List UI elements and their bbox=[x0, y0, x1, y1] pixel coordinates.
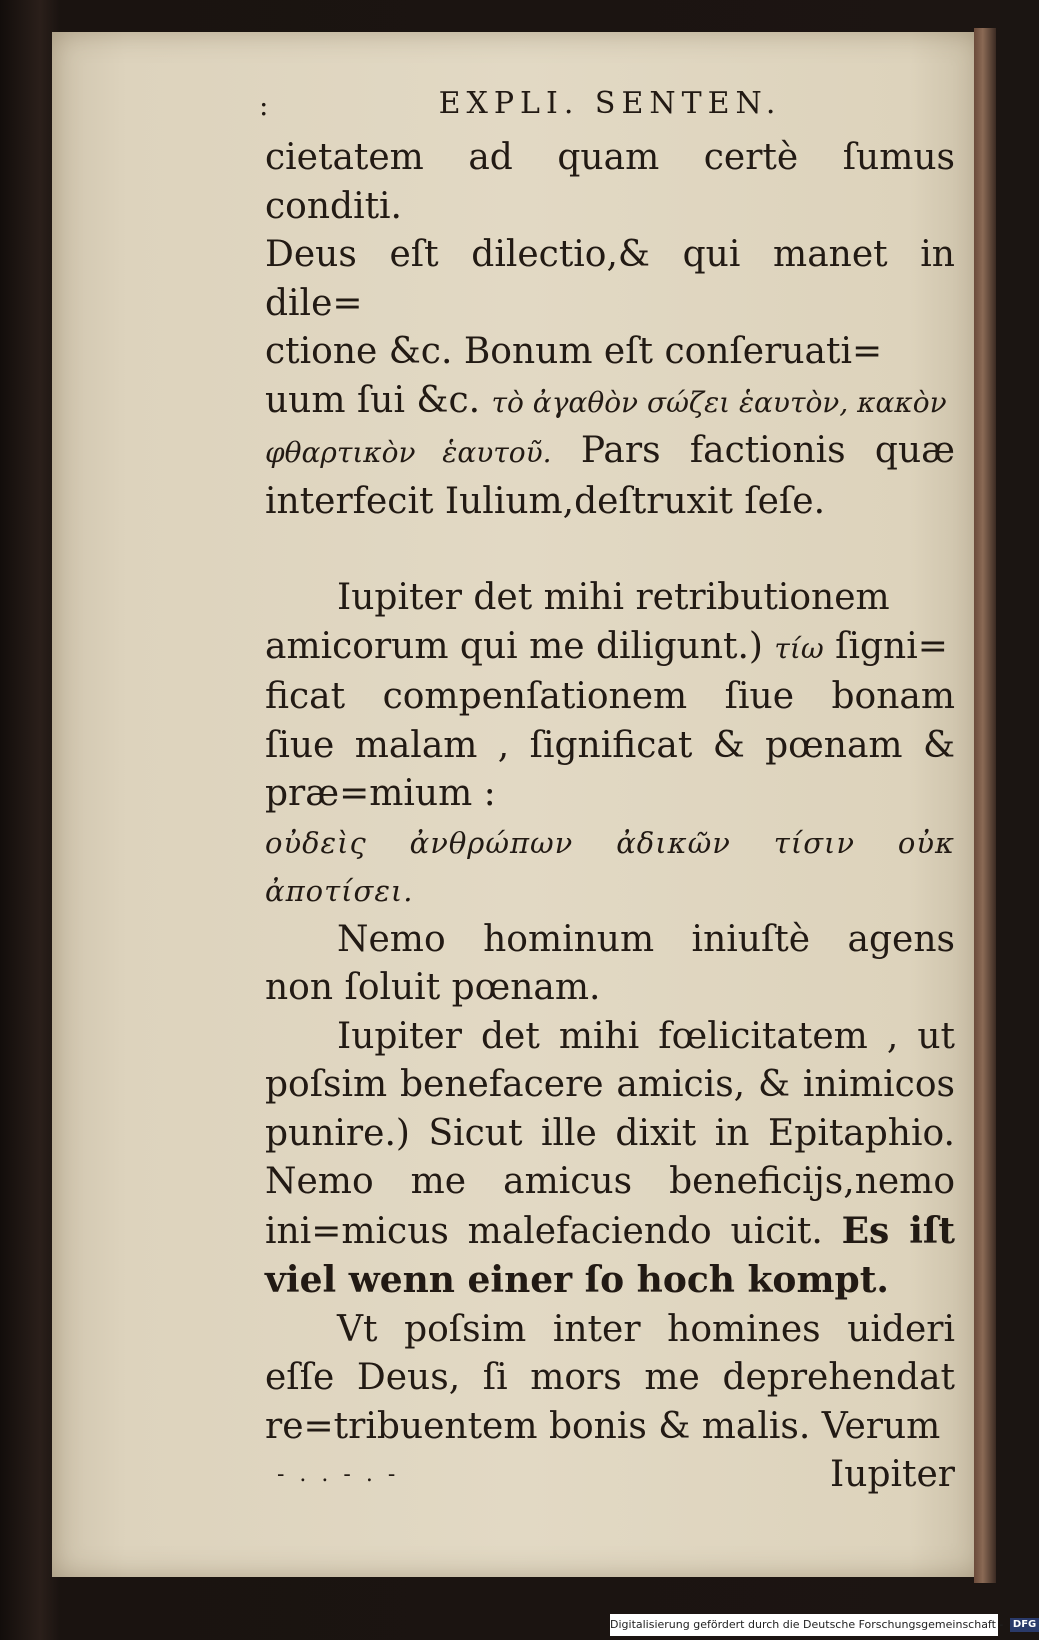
line-text: amicorum qui me diligunt.) bbox=[265, 625, 763, 667]
german-fraktur-text: Es iſt viel wenn einer ſo hoch kompt. bbox=[265, 1209, 955, 1301]
header-mark: : bbox=[259, 89, 269, 122]
line-with-greek bbox=[265, 377, 955, 428]
paragraph-text: ficat compenſationem ſiue bonam ſiue malam , ſignificat & pœnam & præ=mium : bbox=[265, 676, 955, 814]
page-text bbox=[259, 74, 955, 1500]
catchword: Iupiter bbox=[830, 1454, 955, 1495]
paragraph-text: Iupiter det mihi fœlicitatem , ut poſsim benefacere amicis, & inimicos punire.) Sicut ille dixit in Epitaphio. Nemo me amicus beneficijs,nemo ini=micus malefaciendo uicit. bbox=[265, 1015, 955, 1252]
line-text: ſigni= bbox=[835, 625, 948, 667]
footer-text: Digitalisierung gefördert durch die Deutsche Forschungsgemeinschaft - bbox=[610, 1618, 1004, 1631]
line-text: uum ſui &c. bbox=[265, 379, 481, 421]
paragraph-2 bbox=[265, 574, 955, 819]
greek-word: τίω bbox=[774, 631, 824, 665]
paragraph-5: Vt poſsim inter homines uideri eſſe Deus, ſi mors me deprehendat re=tribuentem bonis & malis. Verum bbox=[265, 1308, 955, 1447]
paragraph-gap bbox=[265, 526, 955, 574]
line-with-greek bbox=[265, 623, 955, 674]
catch-dots: - . . - . - bbox=[277, 1462, 400, 1487]
page-edge bbox=[974, 28, 996, 1583]
digitization-footer bbox=[610, 1614, 1037, 1636]
running-header bbox=[259, 74, 955, 134]
greek-quote-1: τὸ ἀγαθὸν σώζει ἑαυτὸν, κακὸν bbox=[491, 385, 947, 419]
paragraph-1 bbox=[265, 134, 955, 526]
greek-proverb: οὐδεὶς ἀνθρώπων ἀδικῶν τίσιν οὐκ ἀποτίσει. bbox=[265, 825, 955, 908]
catchword-line bbox=[265, 1451, 955, 1500]
dfg-logo: DFG bbox=[1010, 1618, 1039, 1632]
line: Deus eſt dilectio,& qui manet in dile= bbox=[265, 234, 955, 324]
line-text: Pars factionis quæ interfecit Iulium,deſtruxit ſeſe. bbox=[265, 430, 955, 522]
greek-quote-2: φθαρτικὸν ἑαυτοῦ. bbox=[265, 436, 552, 469]
line: cietatem ad quam certè ſumus conditi. bbox=[265, 137, 955, 227]
line: Iupiter det mihi retributionem bbox=[337, 577, 890, 618]
paragraph-4 bbox=[265, 1013, 955, 1306]
header-title: EXPLI. SENTEN. bbox=[438, 86, 782, 121]
paragraph-translation: Nemo hominum iniuſtè agens non ſoluit pœnam. bbox=[265, 918, 955, 1008]
line: ctione &c. Bonum eſt conſeruati= bbox=[265, 331, 883, 372]
line-with-greek bbox=[265, 427, 955, 526]
